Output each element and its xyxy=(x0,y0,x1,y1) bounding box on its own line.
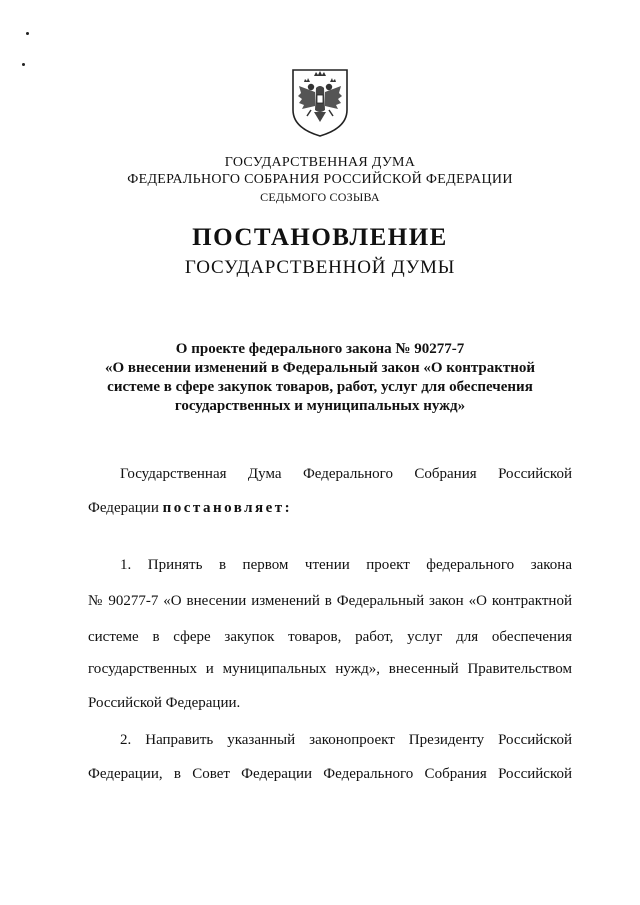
body-line: системе в сфере закупок товаров, работ, услуг для обеспечения xyxy=(88,629,572,645)
scan-speck xyxy=(22,63,25,66)
body-line: 1. Принять в первом чтении проект федерального закона xyxy=(120,557,572,573)
coat-of-arms-icon xyxy=(289,66,351,138)
body-line: Федерации, в Совет Федерации Федерального Собрания Российской xyxy=(88,766,572,782)
convocation-line: СЕДЬМОГО СОЗЫВА xyxy=(260,190,380,204)
body-line: № 90277-7 «О внесении изменений в Федеральный закон «О контрактной xyxy=(88,593,572,609)
subject-line: «О внесении изменений в Федеральный закон «О контрактной xyxy=(104,360,536,376)
body-line xyxy=(88,500,572,517)
resolving-verb: постановляет: xyxy=(162,500,293,516)
resolution-subject xyxy=(80,340,560,416)
body-line: 2. Направить указанный законопроект Президенту Российской xyxy=(120,732,572,748)
preamble-subject: Федерации xyxy=(88,500,159,516)
document-subtitle: ГОСУДАРСТВЕННОЙ ДУМЫ xyxy=(184,257,456,278)
subject-line: О проекте федерального закона № 90277-7 xyxy=(175,341,465,357)
subject-line: системе в сфере закупок товаров, работ, услуг для обеспечения xyxy=(107,379,533,395)
org-name-line-1: ГОСУДАРСТВЕННАЯ ДУМА xyxy=(224,155,416,170)
document-title: ПОСТАНОВЛЕНИЕ xyxy=(192,224,448,251)
scan-speck xyxy=(26,32,29,35)
body-line: государственных и муниципальных нужд», внесенный Правительством xyxy=(88,661,572,677)
subject-line: государственных и муниципальных нужд» xyxy=(174,398,466,414)
body-line: Государственная Дума Федерального Собрания Российской xyxy=(120,466,572,482)
org-name-line-2: ФЕДЕРАЛЬНОГО СОБРАНИЯ РОССИЙСКОЙ ФЕДЕРАЦИИ xyxy=(127,172,513,187)
body-line: Российской Федерации. xyxy=(88,695,241,711)
